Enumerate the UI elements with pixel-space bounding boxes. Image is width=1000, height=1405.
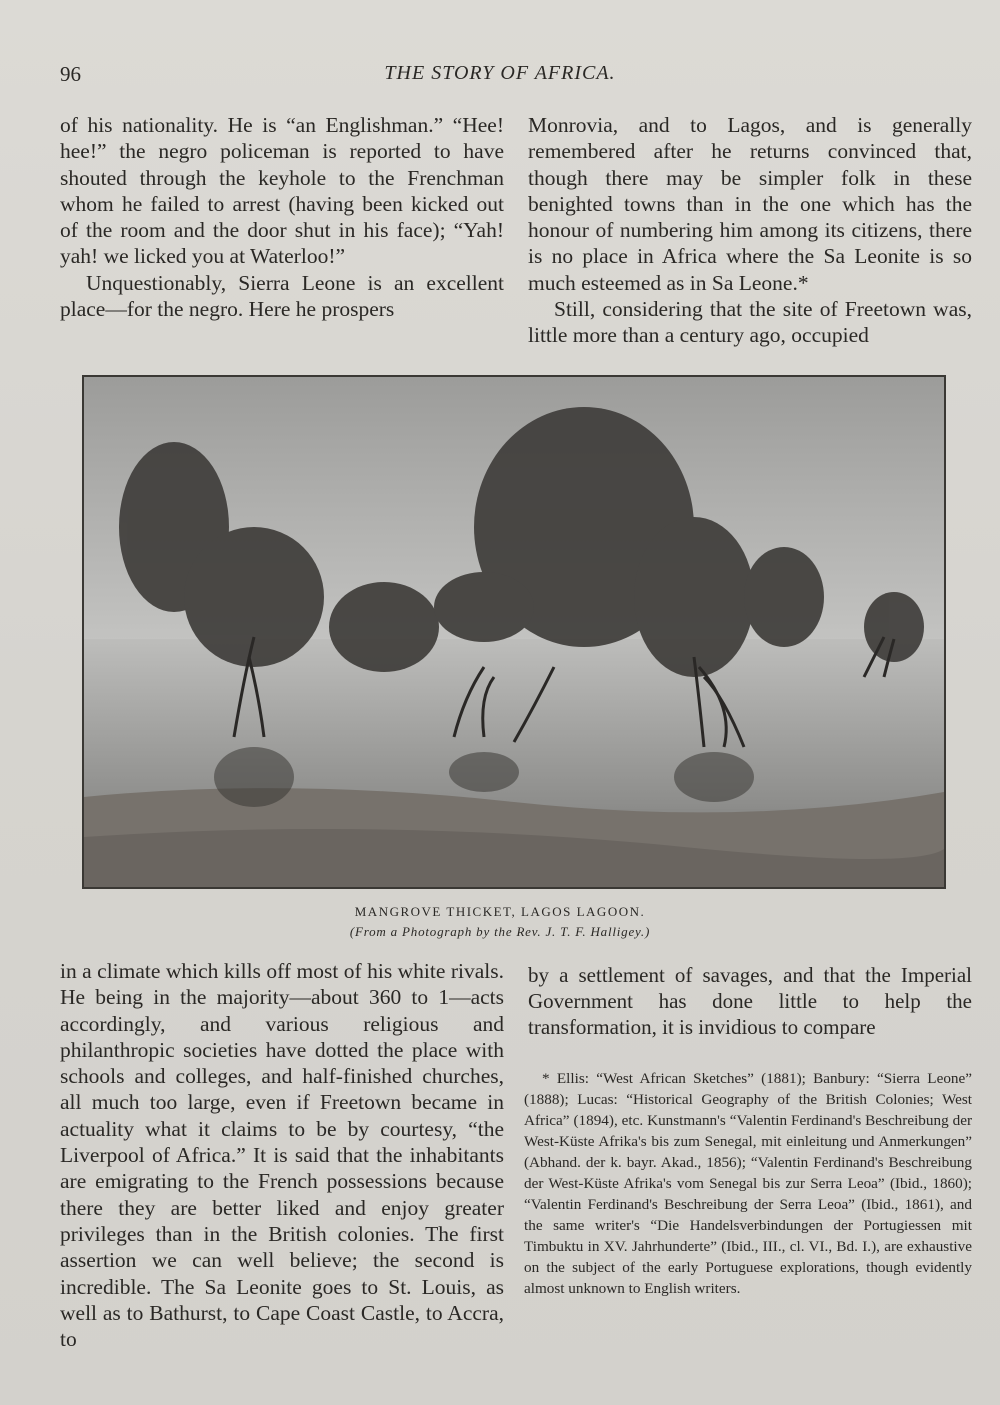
footnote-text: * Ellis: “West African Sketches” (1881); Banbury: “Sierra Leone” (1888); Lucas: “Historical Geography of the British Colonies; West Africa” (1894), etc. Kunstmann's “Valentin Ferdinand's Beschreibung der West-Küste Afrika's bis zum Senegal, mit einleitung und Anmerkungen” (Abhand. der k. bayr. Akad., 1856); “Valentin Ferdinand's Beschreibung der West-Küste Afrika's vom Senegal bis zur Serra Leoa” (Ibid., 1860); “Valentin Ferdinand's Beschreibung der Serra Leoa” (Ibid., 1861), and the same writer's “Die Handelsverbindungen der Portugiessen mit Timbuktu in XV. Jahrhunderte” (Ibid., III., cl. VI., Bd. I.), are exhaustive on the subject of the early Portuguese explorations, though evidently almost unknown to English writers. (524, 1070, 972, 1297)
top-right-column (528, 112, 972, 349)
paragraph: Monrovia, and to Lagos, and is generally remembered after he returns convinced that, though there may be simpler folk in these benighted towns than in the one which has the honour of numbering him among its citizens, there is no place in Africa where the Sa Leonite is so much esteemed as in Sa Leone.* (528, 113, 972, 295)
mangrove-photograph (82, 375, 946, 889)
paragraph: Unquestionably, Sierra Leone is an excellent place—for the negro. Here he prospers (60, 270, 504, 322)
paragraph: in a climate which kills off most of his white rivals. He being in the majority—about 360 to 1—acts accordingly, and various religious and philanthropic societies have dotted the place with schools and colleges, and half-finished churches, all much too large, even if Freetown became in actuality what it claims to be by courtesy, “the Liverpool of Africa.” It is said that the inhabitants are emigrating to the French possessions because there they are better liked and enjoy greater privileges than in the British colonies. The first assertion we can well believe; the second is incredible. The Sa Leonite goes to St. Louis, as well as to Bathurst, to Cape Coast Castle, to Accra, to (60, 959, 504, 1352)
top-left-column (60, 112, 504, 322)
running-head (0, 62, 1000, 92)
figure-credit: (From a Photograph by the Rev. J. T. F. Halligey.) (349, 924, 651, 939)
footnote (524, 1068, 972, 1299)
running-title: THE STORY OF AFRICA. (384, 62, 616, 84)
mangrove-illustration (84, 377, 944, 887)
paragraph: of his nationality. He is “an Englishman.” “Hee! hee!” the negro policeman is reported to have shouted through the keyhole to the Frenchman whom he failed to arrest (having been kicked out of the room and the door shut in his face); “Yah! yah! we licked you at Waterloo!” (60, 113, 504, 269)
page-number: 96 (60, 62, 81, 86)
bottom-left-column (60, 958, 504, 1352)
figure-caption: MANGROVE THICKET, LAGOS LAGOON. (354, 904, 646, 919)
paragraph: by a settlement of savages, and that the Imperial Government has done little to help the transformation, it is invidious to compare (528, 963, 972, 1039)
bottom-right-column (528, 962, 972, 1040)
paragraph: Still, considering that the site of Freetown was, little more than a century ago, occupied (528, 297, 972, 348)
